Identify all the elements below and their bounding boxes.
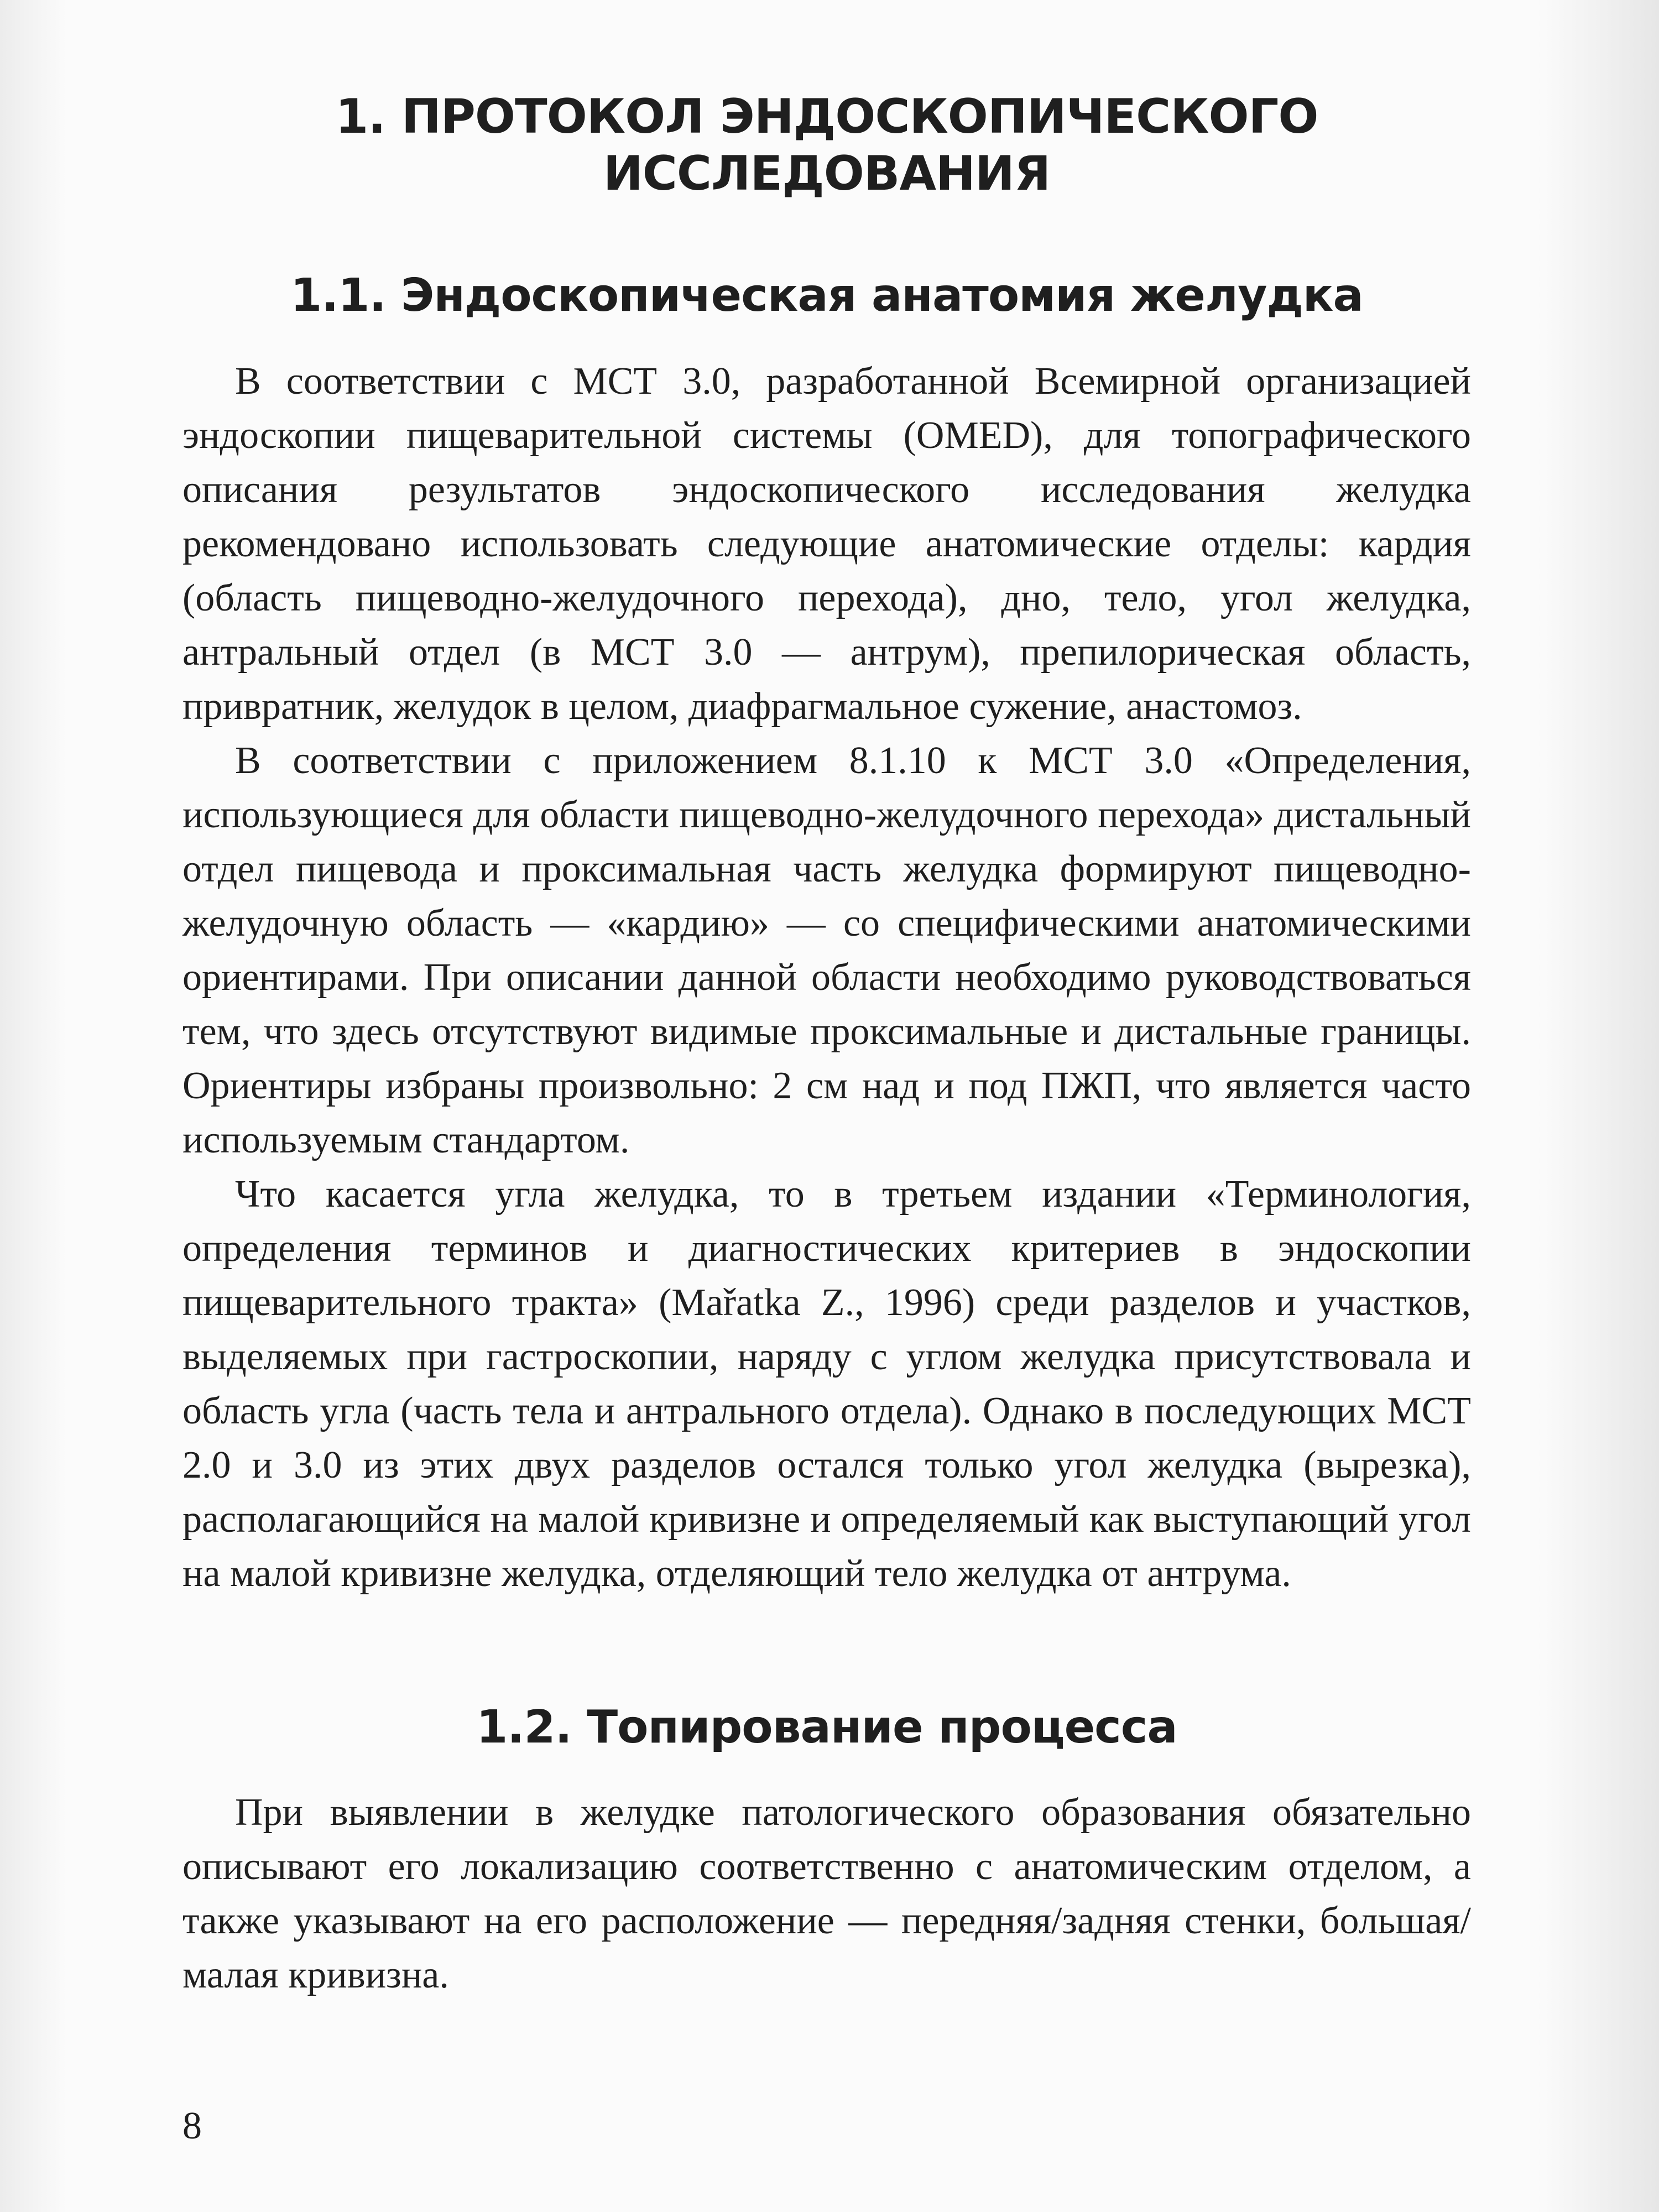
paragraph-anatomy-2: В соответствии с приложением 8.1.10 к МСТ 3.0 «Определения, использующиеся для области пищеводно-желудочного перехода» дистальный отдел пищевода и проксимальная часть желудка формируют пищеводно-желудочную область — «кардию» — со специфическими анатомическими ориентирами. При описании данной области необходимо руководствоваться тем, что здесь отсутствуют видимые проксимальные и дистальные границы. Ориентиры избраны произвольно: 2 см над и под ПЖП, что является часто используемым стандартом. xyxy=(182,739,1471,1161)
section-title-topography: 1.2. Топирование процесса xyxy=(476,1700,1177,1754)
scan-shadow-left xyxy=(0,0,66,2212)
page-number: 8 xyxy=(182,2105,202,2147)
scan-shadow-right xyxy=(1537,0,1659,2212)
paragraph-topography-1: При выявлении в желудке патологического образования обязательно описывают его локализацию соответственно с анатомическим отделом, а также указывают на его расположение — передняя/задняя стенки, большая/малая кривизна. xyxy=(182,1791,1471,1997)
chapter-title: 1. ПРОТОКОЛ ЭНДОСКОПИЧЕСКОГО ИССЛЕДОВАНИЯ xyxy=(335,89,1318,202)
paragraph-anatomy-1: В соответствии с МСТ 3.0, разработанной Всемирной организацией эндоскопии пищеварительной системы (OMED), для топографического описания результатов эндоскопического исследования желудка рекомендовано использовать следующие анатомические отделы: кардия (область пищеводно-желудочного перехода), дно, тело, угол желудка, антральный отдел (в МСТ 3.0 — антрум), препилорическая область, привратник, желудок в целом, диафрагмальное сужение, анастомоз. xyxy=(182,359,1471,728)
book-page xyxy=(182,88,1471,2190)
section-title-anatomy: 1.1. Эндоскопическая анатомия желудка xyxy=(290,269,1363,322)
paragraph-anatomy-3: Что касается угла желудка, то в третьем издании «Терминология, определения терминов и диагностических критериев в эндоскопии пищеварительного тракта» (Mařatka Z., 1996) среди разделов и участков, выделяемых при гастроскопии, наряду с углом желудка присутствовала и область угла (часть тела и антрального отдела). Однако в последующих МСТ 2.0 и 3.0 из этих двух разделов остался только угол желудка (вырезка), располагающийся на малой кривизне и определяемый как выступающий угол на малой кривизне желудка, отделяющий тело желудка от антрума. xyxy=(182,1172,1471,1595)
